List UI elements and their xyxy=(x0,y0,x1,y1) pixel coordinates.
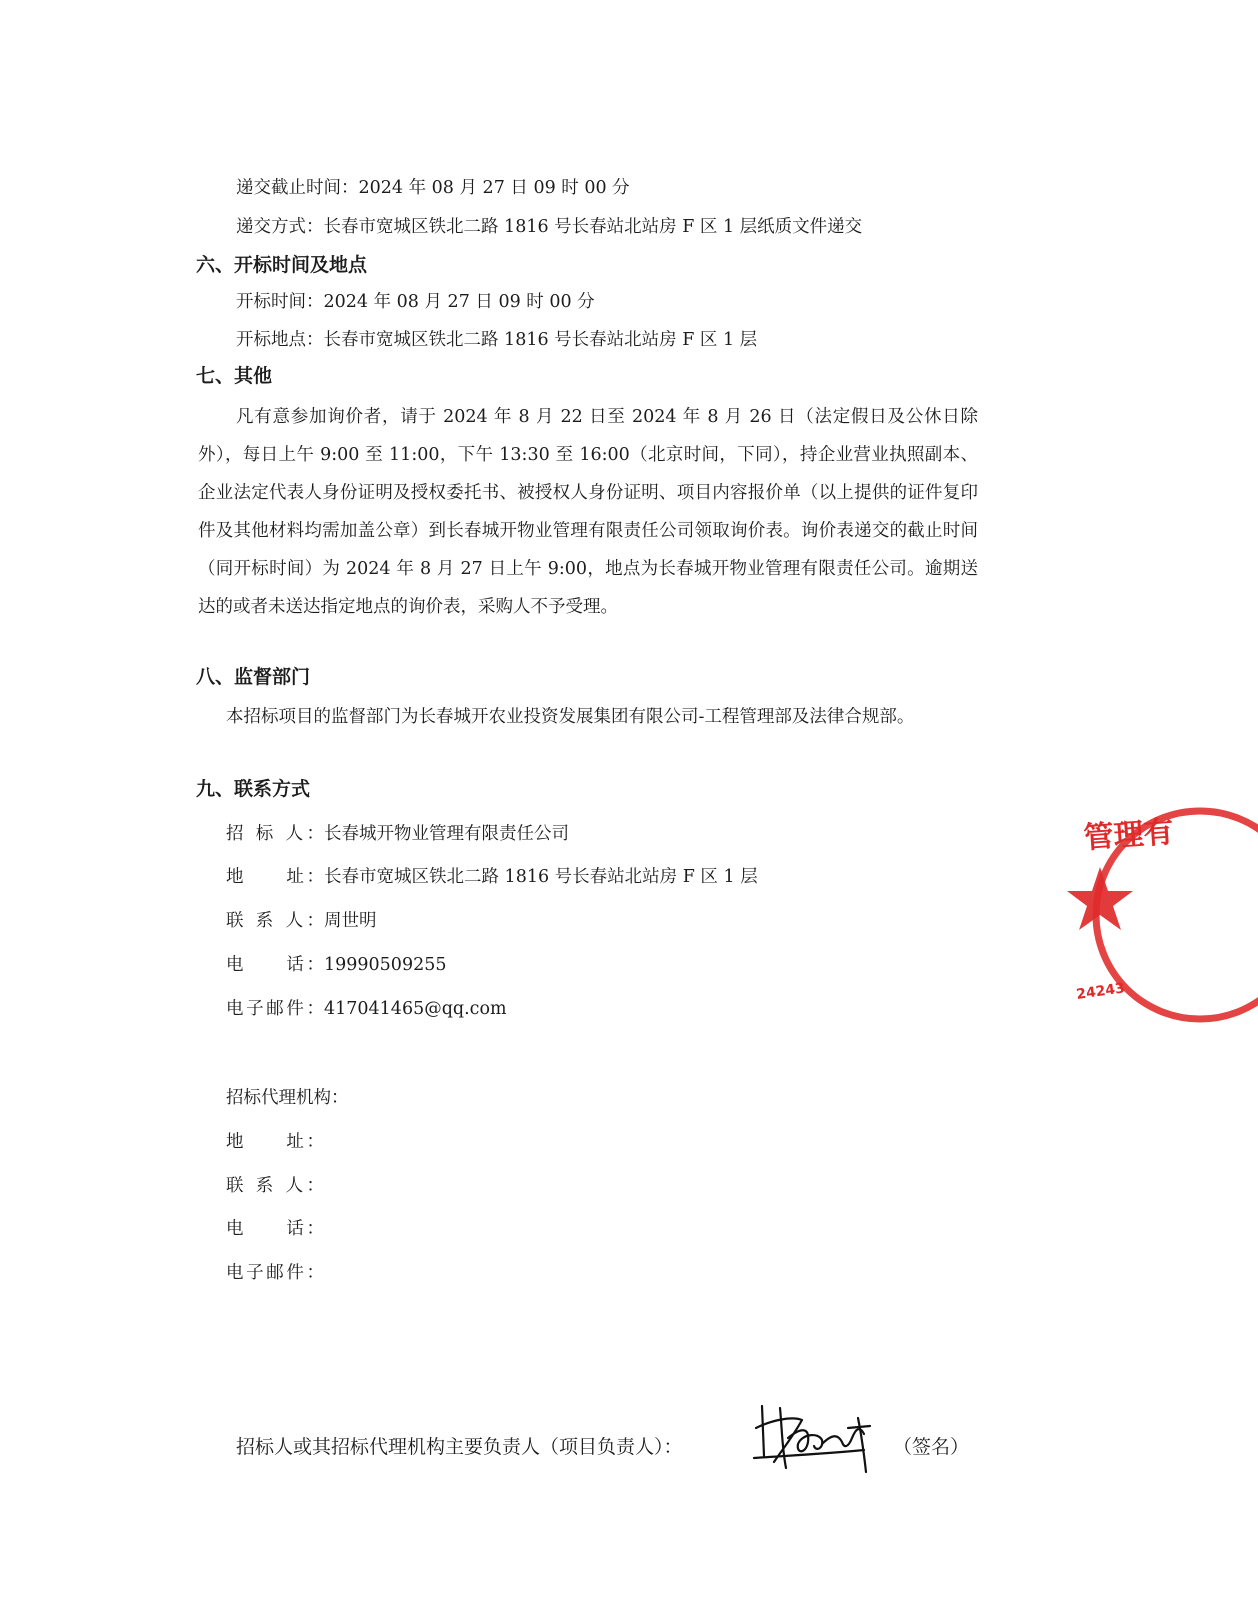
signature-label: 招标人或其招标代理机构主要负责人（项目负责人）： xyxy=(236,1436,683,1458)
section-9-heading: 九、联系方式 xyxy=(196,778,311,800)
address-label: 地 址： xyxy=(226,867,324,887)
seal-text-bottom: 24243 xyxy=(1075,980,1126,1003)
section-8-heading: 八、监督部门 xyxy=(196,666,311,688)
contact-row xyxy=(226,910,377,932)
email-row xyxy=(226,998,507,1020)
section-7-body: 凡有意参加询价者，请于 2024 年 8 月 22 日至 2024 年 8 月 26 日（法定假日及公休日除外），每日上午 9:00 至 11:00，下午 13:30 至 16:00（北京时间，下同），持企业营业执照副本、企业法定代表人身份证明及授权委托书、被授权人身份证明、项目内容报价单（以上提供的证件复印件及其他材料均需加盖公章）到长春城开物业管理有限责任公司领取询价表。询价表递交的截止时间（同开标时间）为 2024 年 8 月 27 日上午 9:00，地点为长春城开物业管理有限责任公司。逾期送达的或者未送达指定地点的询价表，采购人不予受理。 xyxy=(198,407,978,617)
seal-text-top: 管理有 xyxy=(1082,814,1175,857)
agency-phone-label: 电 话： xyxy=(226,1219,324,1239)
agency-email-row xyxy=(226,1262,324,1284)
agency-phone-row xyxy=(226,1218,324,1240)
handwritten-signature xyxy=(752,1398,892,1476)
contact-label: 联 系 人： xyxy=(226,911,324,931)
phone-value: 19990509255 xyxy=(324,955,447,975)
email-value: 417041465@qq.com xyxy=(324,999,507,1019)
seal-star-icon xyxy=(1067,867,1133,930)
submission-method: 递交方式：长春市宽城区铁北二路 1816 号长春站北站房 F 区 1 层纸质文件递交 xyxy=(236,217,863,237)
opening-time: 开标时间：2024 年 08 月 27 日 09 时 00 分 xyxy=(236,292,595,312)
agency-address-row xyxy=(226,1131,324,1153)
email-label: 电子邮件： xyxy=(226,999,324,1019)
section-8-body: 本招标项目的监督部门为长春城开农业投资发展集团有限公司-工程管理部及法律合规部。 xyxy=(226,707,915,727)
opening-place: 开标地点：长春市宽城区铁北二路 1816 号长春站北站房 F 区 1 层 xyxy=(236,330,758,350)
phone-label: 电 话： xyxy=(226,955,324,975)
phone-row xyxy=(226,954,446,976)
signature-suffix: （签名） xyxy=(893,1436,970,1458)
submission-deadline: 递交截止时间：2024 年 08 月 27 日 09 时 00 分 xyxy=(236,178,630,198)
agency-title: 招标代理机构： xyxy=(226,1088,349,1108)
tenderer-row xyxy=(226,823,569,845)
section-6-heading: 六、开标时间及地点 xyxy=(196,254,368,276)
agency-address-label: 地 址： xyxy=(226,1132,324,1152)
contact-value: 周世明 xyxy=(324,911,377,931)
tenderer-label: 招 标 人： xyxy=(226,824,324,844)
agency-contact-label: 联 系 人： xyxy=(226,1176,324,1196)
company-seal xyxy=(1075,790,1258,1040)
address-row xyxy=(226,866,758,888)
agency-contact-row xyxy=(226,1175,324,1197)
section-7-heading: 七、其他 xyxy=(196,365,273,387)
address-value: 长春市宽城区铁北二路 1816 号长春站北站房 F 区 1 层 xyxy=(324,867,758,887)
tenderer-value: 长春城开物业管理有限责任公司 xyxy=(324,824,569,844)
agency-email-label: 电子邮件： xyxy=(226,1263,324,1283)
